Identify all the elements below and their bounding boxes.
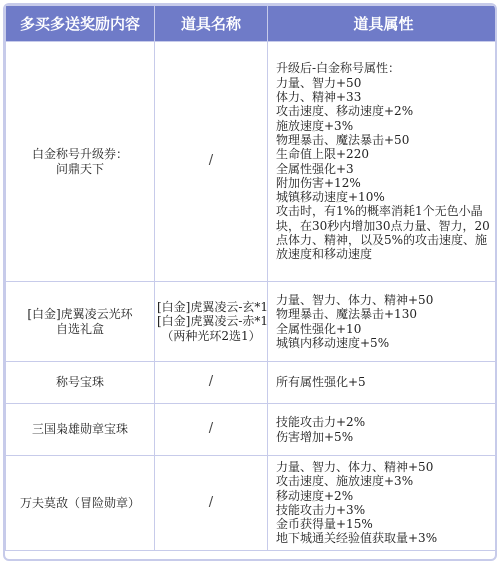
attribute-text: 技能攻击力+3% [276,502,366,517]
table-row [6,456,498,551]
attribute-cell [268,362,498,404]
item-text: / [208,374,214,390]
item-cell [155,404,268,456]
table-row [6,282,498,362]
reward-text: 万夫莫敌（冒险勋章） [19,495,140,510]
reward-text: 问鼎天下 [55,161,104,176]
attribute-text: 附加伤害+12% [276,175,361,190]
attribute-text: 攻击时，有1%的概率消耗1个无色小晶块，在30秒内增加30点力量、智力，20点体力、精神，以及5%的攻击速度、施放速度和移动速度 [276,204,490,262]
reward-text: 自选礼盒 [55,321,104,336]
attribute-text: 攻击速度、移动速度+2% [276,104,414,119]
reward-cell [6,362,155,404]
reward-text: 三国枭雄勋章宝珠 [31,422,128,437]
reward-cell [6,456,155,551]
reward-cell [6,404,155,456]
attribute-text: 金币获得量+15% [276,517,373,532]
reward-text: 白金称号升级券： [31,147,128,162]
reward-text: [白金]虎翼凌云光环 [27,307,133,322]
item-cell [155,362,268,404]
attribute-cell [268,42,498,282]
attribute-text: 体力、精神+33 [276,90,362,105]
table-header-row [6,6,498,42]
table-row [6,404,498,456]
item-text: [白金]虎翼凌云-玄*1 [157,300,269,315]
item-text: / [208,421,214,437]
header-item-attributes: 道具属性 [268,6,498,42]
item-text: [白金]虎翼凌云-赤*1 [157,314,269,329]
reward-cell [6,282,155,362]
attribute-text: 全属性强化+10 [276,321,362,336]
attribute-text: 攻击速度、施放速度+3% [276,474,414,489]
table-row [6,362,498,404]
header-item-name: 道具名称 [155,6,268,42]
header-reward-content: 多买多送奖励内容 [6,6,155,42]
reward-table [5,5,497,551]
reward-table-frame [3,3,497,561]
item-cell [155,282,268,362]
attribute-text: 力量、智力、体力、精神+50 [276,292,434,307]
attribute-text: 地下城通关经验值获取量+3% [276,531,438,546]
attribute-text: 城镇内移动速度+5% [276,335,390,350]
attribute-cell [268,456,498,551]
attribute-cell [268,404,498,456]
item-cell [155,456,268,551]
attribute-text: 力量、智力+50 [276,75,362,90]
attribute-text: 伤害增加+5% [276,429,354,444]
attribute-cell [268,282,498,362]
item-text: / [208,494,214,510]
item-cell [155,42,268,282]
reward-text: 称号宝珠 [55,375,104,390]
item-text: （两种光环2选1） [161,328,261,343]
attribute-text: 移动速度+2% [276,488,354,503]
attribute-text: 城镇移动速度+10% [276,190,385,205]
attribute-text: 全属性强化+3 [276,161,354,176]
attribute-text: 所有属性强化+5 [276,375,366,390]
attribute-text: 物理暴击、魔法暴击+130 [276,307,417,322]
attribute-text: 力量、智力、体力、精神+50 [276,460,434,474]
attribute-text: 施放速度+3% [276,118,354,133]
attribute-text: 升级后-白金称号属性： [276,61,401,76]
table-row [6,42,498,282]
attribute-text: 物理暴击、魔法暴击+50 [276,132,410,147]
reward-cell [6,42,155,282]
attribute-text: 生命值上限+220 [276,147,369,162]
attribute-text: 技能攻击力+2% [276,415,366,430]
item-text: / [208,153,214,169]
